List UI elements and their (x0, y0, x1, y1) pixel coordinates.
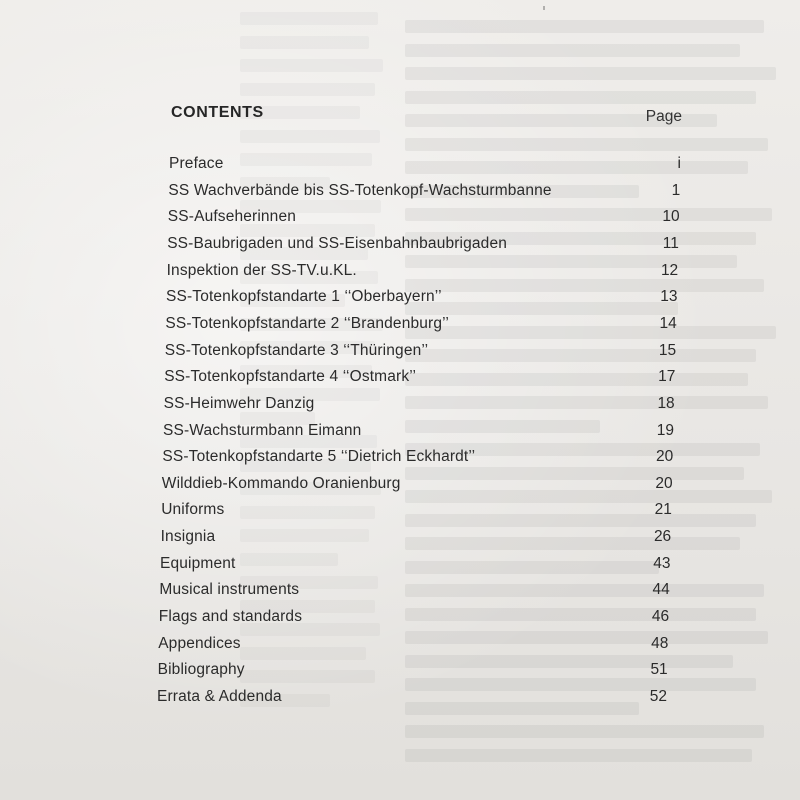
toc-entry-title: SS-Baubrigaden und SS-Eisenbahnbaubrigaden (167, 234, 507, 252)
toc-entry (0, 262, 800, 284)
toc-entry (0, 448, 800, 470)
toc-entry-page: 12 (660, 261, 679, 279)
toc-entry (0, 501, 800, 523)
toc-entry-page: 1 (671, 181, 681, 199)
toc-entry (0, 475, 800, 497)
toc-entry (0, 422, 800, 444)
toc-entry-title: SS-Totenkopfstandarte 4 ‘‘Ostmark’’ (164, 368, 417, 386)
toc-entry (0, 155, 800, 177)
toc-entry-page: 14 (659, 314, 677, 332)
toc-entry-title: Wilddieb-Kommando Oranienburg (161, 474, 401, 492)
toc-entry-page: i (677, 155, 681, 172)
toc-entry-title: SS-Totenkopfstandarte 5 ‘‘Dietrich Eckhardt’’ (162, 448, 476, 466)
toc-entry (0, 288, 800, 310)
toc-entry (0, 555, 800, 577)
toc-entry-page: 20 (655, 474, 673, 492)
toc-entry-title: SS-Aufseherinnen (167, 208, 296, 226)
toc-entry-page: 43 (653, 554, 671, 572)
toc-entry-title: SS-Totenkopfstandarte 3 ‘‘Thüringen’’ (164, 341, 429, 359)
toc-entry (0, 528, 800, 550)
toc-entry-title: Inspektion der SS-TV.u.KL. (166, 261, 357, 279)
toc-entry (0, 581, 800, 603)
toc-entry-page: 17 (658, 368, 676, 386)
page-column-label: Page (645, 108, 682, 125)
toc-entry-page: 51 (650, 661, 668, 679)
toc-entry-page: 13 (660, 288, 678, 306)
toc-entry-page: 10 (662, 208, 680, 226)
toc-entry-page: 26 (653, 528, 672, 546)
toc-entry-title: Uniforms (161, 501, 225, 519)
toc-entry (0, 342, 800, 364)
toc-entry (0, 315, 800, 337)
toc-entry-page: 46 (651, 608, 670, 626)
toc-entry-page: 11 (662, 234, 679, 252)
toc-entry (0, 635, 800, 657)
toc-entry-title: SS-Wachsturmbann Eimann (163, 421, 362, 439)
toc-entry-title: Insignia (160, 528, 216, 546)
toc-entry-page: 44 (652, 581, 670, 599)
toc-entry-title: SS-Totenkopfstandarte 2 ‘‘Brandenburg’’ (165, 314, 449, 332)
toc-entry (0, 208, 800, 230)
contents-heading: CONTENTS (171, 104, 264, 121)
toc-entry (0, 395, 800, 417)
toc-entry-title: Bibliography (157, 661, 245, 679)
toc-entry (0, 608, 800, 630)
toc-entry-title: Flags and standards (158, 608, 303, 626)
toc-entry-page: 19 (656, 421, 674, 439)
toc-entry-title: SS Wachverbände bis SS-Totenkopf-Wachsturmbanne (168, 181, 552, 199)
toc-entry-page: 15 (658, 341, 677, 359)
toc-entry-page: 21 (654, 501, 672, 519)
toc-entry (0, 688, 800, 710)
toc-entry (0, 661, 800, 683)
toc-entry-title: SS-Totenkopfstandarte 1 ‘‘Oberbayern’’ (166, 288, 442, 306)
toc-entry-title: Preface (169, 155, 224, 172)
toc-entry (0, 235, 800, 257)
toc-entry-title: Equipment (160, 554, 236, 572)
toc-entry-page: 52 (649, 688, 667, 705)
toc-entry (0, 182, 800, 204)
toc-entry-page: 18 (657, 394, 675, 412)
toc-entry-page: 20 (656, 448, 674, 466)
toc-entry-title: Musical instruments (159, 581, 300, 599)
toc-entry-title: SS-Heimwehr Danzig (163, 394, 315, 412)
toc-entry-title: Errata & Addenda (157, 688, 282, 705)
toc-entry (0, 368, 800, 390)
toc-entry-page: 48 (651, 634, 669, 652)
toc-entry-title: Appendices (158, 634, 241, 652)
